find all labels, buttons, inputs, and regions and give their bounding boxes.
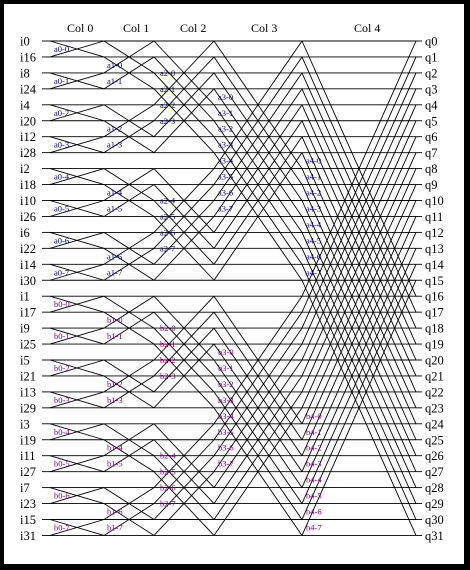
node-label-b3-7: b3-7: [218, 458, 234, 469]
output-label-q31: q31: [425, 528, 444, 543]
output-label-q23: q23: [425, 401, 444, 416]
input-label-i20: i20: [20, 114, 36, 129]
node-label-b4-7: b4-7: [306, 522, 322, 533]
output-label-q21: q21: [425, 369, 444, 384]
node-label-a1-0: a1-0: [107, 59, 123, 70]
node-label-a2-4: a2-4: [160, 195, 176, 206]
node-label-a3-5: a3-5: [218, 171, 234, 182]
output-label-q5: q5: [425, 114, 438, 129]
node-label-a4-6: a4-6: [306, 251, 322, 262]
node-label-b3-6: b3-6: [218, 442, 234, 453]
node-label-a4-3: a4-3: [306, 203, 322, 214]
node-label-a1-7: a1-7: [107, 267, 123, 278]
output-label-q2: q2: [425, 66, 438, 81]
node-label-b0-1: b0-1: [54, 331, 70, 342]
node-label-b3-5: b3-5: [218, 426, 234, 437]
output-label-q17: q17: [425, 305, 444, 320]
input-label-i18: i18: [20, 178, 36, 193]
node-label-a3-0: a3-0: [218, 91, 234, 102]
input-label-i22: i22: [20, 241, 36, 256]
input-label-i5: i5: [20, 353, 30, 368]
node-label-a3-1: a3-1: [218, 107, 234, 118]
diagram-frame: [3, 3, 465, 565]
node-label-a2-6: a2-6: [160, 227, 176, 238]
output-label-q0: q0: [425, 34, 438, 49]
node-label-b0-0: b0-0: [54, 299, 70, 310]
output-label-q1: q1: [425, 50, 438, 65]
node-label-a1-1: a1-1: [107, 75, 123, 86]
column-header-row: [67, 21, 380, 35]
node-label-b0-5: b0-5: [54, 458, 70, 469]
node-label-b2-3: b2-3: [160, 370, 176, 381]
output-label-q30: q30: [425, 513, 444, 527]
node-label-a3-2: a3-2: [218, 123, 234, 134]
node-label-a3-6: a3-6: [218, 187, 234, 198]
node-label-a3-4: a3-4: [218, 155, 234, 166]
output-label-q9: q9: [425, 178, 438, 193]
input-label-i16: i16: [20, 50, 36, 65]
node-label-b2-7: b2-7: [160, 498, 176, 509]
input-label-i23: i23: [20, 497, 36, 512]
node-label-a2-2: a2-2: [160, 99, 176, 110]
node-label-b4-5: b4-5: [306, 490, 322, 501]
node-label-b4-3: b4-3: [306, 458, 322, 469]
input-label-i14: i14: [20, 257, 36, 272]
node-label-a4-2: a4-2: [306, 187, 322, 198]
input-label-i29: i29: [20, 401, 36, 416]
input-label-i15: i15: [20, 513, 36, 527]
output-label-q7: q7: [425, 146, 438, 161]
input-label-i28: i28: [20, 146, 36, 161]
node-label-b0-3: b0-3: [54, 394, 70, 405]
column-header-2: Col 2: [180, 21, 207, 35]
node-label-a2-5: a2-5: [160, 211, 176, 222]
input-label-i19: i19: [20, 433, 36, 448]
output-label-q15: q15: [425, 273, 444, 288]
node-label-b1-5: b1-5: [107, 458, 123, 469]
node-label-b3-4: b3-4: [218, 410, 234, 421]
input-label-i10: i10: [20, 194, 36, 208]
node-label-a0-0: a0-0: [54, 43, 70, 54]
node-label-b1-2: b1-2: [107, 378, 123, 389]
input-label-i24: i24: [20, 82, 36, 97]
node-label-b3-1: b3-1: [218, 362, 234, 373]
node-label-b4-1: b4-1: [306, 426, 322, 437]
output-label-q29: q29: [425, 497, 444, 512]
output-label-q25: q25: [425, 433, 444, 448]
output-label-q20: q20: [425, 353, 444, 368]
column-header-0: Col 0: [67, 21, 94, 35]
input-label-i17: i17: [20, 305, 36, 320]
input-label-i30: i30: [20, 273, 36, 288]
node-label-a2-1: a2-1: [160, 83, 176, 94]
node-label-a1-5: a1-5: [107, 203, 123, 214]
input-label-i7: i7: [20, 481, 30, 496]
output-label-q14: q14: [425, 257, 444, 272]
output-label-q11: q11: [425, 209, 444, 224]
output-label-q19: q19: [425, 337, 444, 352]
node-label-a4-0: a4-0: [306, 155, 322, 166]
node-label-a2-7: a2-7: [160, 243, 176, 254]
node-label-b4-4: b4-4: [306, 474, 322, 485]
output-label-q3: q3: [425, 82, 438, 97]
input-label-i11: i11: [20, 449, 36, 464]
input-label-i0: i0: [20, 34, 30, 49]
node-label-a1-4: a1-4: [107, 187, 123, 198]
node-label-b4-2: b4-2: [306, 442, 322, 453]
node-label-a2-3: a2-3: [160, 115, 176, 126]
input-label-i27: i27: [20, 465, 36, 480]
node-label-a4-4: a4-4: [306, 219, 322, 230]
column-header-4: Col 4: [354, 21, 381, 35]
node-label-b1-3: b1-3: [107, 394, 123, 405]
node-label-a4-1: a4-1: [306, 171, 322, 182]
output-label-q12: q12: [425, 225, 444, 240]
input-label-i26: i26: [20, 209, 36, 224]
node-label-a0-5: a0-5: [54, 203, 70, 214]
node-label-a3-3: a3-3: [218, 139, 234, 150]
output-label-q18: q18: [425, 321, 444, 336]
input-label-i25: i25: [20, 337, 36, 352]
input-label-i9: i9: [20, 321, 30, 336]
node-label-b2-1: b2-1: [160, 339, 176, 350]
input-label-i4: i4: [20, 98, 30, 113]
node-label-a4-7: a4-7: [306, 267, 322, 278]
node-label-b2-6: b2-6: [160, 482, 176, 493]
node-label-a1-6: a1-6: [107, 251, 123, 262]
node-label-b1-4: b1-4: [107, 442, 123, 453]
node-label-a1-2: a1-2: [107, 123, 123, 134]
node-label-a0-7: a0-7: [54, 267, 70, 278]
output-label-q24: q24: [425, 417, 444, 432]
node-label-a0-4: a0-4: [54, 171, 70, 182]
column-header-3: Col 3: [251, 21, 278, 35]
output-label-q16: q16: [425, 289, 444, 304]
column-header-1: Col 1: [123, 21, 150, 35]
node-label-b1-6: b1-6: [107, 506, 123, 517]
node-label-b2-0: b2-0: [160, 323, 176, 334]
input-label-column: [20, 35, 37, 543]
input-label-i12: i12: [20, 130, 36, 145]
input-label-i13: i13: [20, 385, 36, 400]
output-label-q13: q13: [425, 241, 444, 256]
node-label-b0-7: b0-7: [54, 522, 70, 533]
node-label-a0-3: a0-3: [54, 139, 70, 150]
input-label-i2: i2: [20, 162, 30, 177]
output-label-column: [425, 35, 445, 543]
node-label-b0-2: b0-2: [54, 362, 70, 373]
node-label-a2-0: a2-0: [160, 67, 176, 78]
output-label-q10: q10: [425, 194, 444, 208]
node-label-b4-6: b4-6: [306, 506, 322, 517]
node-label-a1-3: a1-3: [107, 139, 123, 150]
node-label-a0-2: a0-2: [54, 107, 70, 118]
output-label-q27: q27: [425, 465, 444, 480]
input-label-i8: i8: [20, 66, 30, 81]
node-label-a0-1: a0-1: [54, 75, 70, 86]
output-label-q4: q4: [425, 98, 438, 113]
input-label-i21: i21: [20, 369, 36, 384]
output-label-q22: q22: [425, 385, 444, 400]
node-label-b2-4: b2-4: [160, 450, 176, 461]
input-label-i1: i1: [20, 289, 30, 304]
node-label-b3-0: b3-0: [218, 347, 234, 358]
node-label-b1-1: b1-1: [107, 331, 123, 342]
node-label-a3-7: a3-7: [218, 203, 234, 214]
node-label-b2-5: b2-5: [160, 466, 176, 477]
node-label-b0-4: b0-4: [54, 426, 70, 437]
input-label-i31: i31: [20, 528, 36, 543]
output-label-q6: q6: [425, 130, 438, 145]
node-label-b1-0: b1-0: [107, 315, 123, 326]
node-label-b1-7: b1-7: [107, 522, 123, 533]
output-label-q8: q8: [425, 162, 438, 177]
output-label-q28: q28: [425, 481, 444, 496]
node-label-b0-6: b0-6: [54, 490, 70, 501]
input-label-i6: i6: [20, 225, 30, 240]
input-label-i3: i3: [20, 417, 30, 432]
node-label-a4-5: a4-5: [306, 235, 322, 246]
node-label-a0-6: a0-6: [54, 235, 70, 246]
output-label-q26: q26: [425, 449, 444, 464]
node-label-b4-0: b4-0: [306, 410, 322, 421]
node-label-b3-2: b3-2: [218, 378, 234, 389]
fft-butterfly-network: [4, 4, 466, 566]
node-label-b2-2: b2-2: [160, 355, 176, 365]
node-label-b3-3: b3-3: [218, 394, 234, 405]
